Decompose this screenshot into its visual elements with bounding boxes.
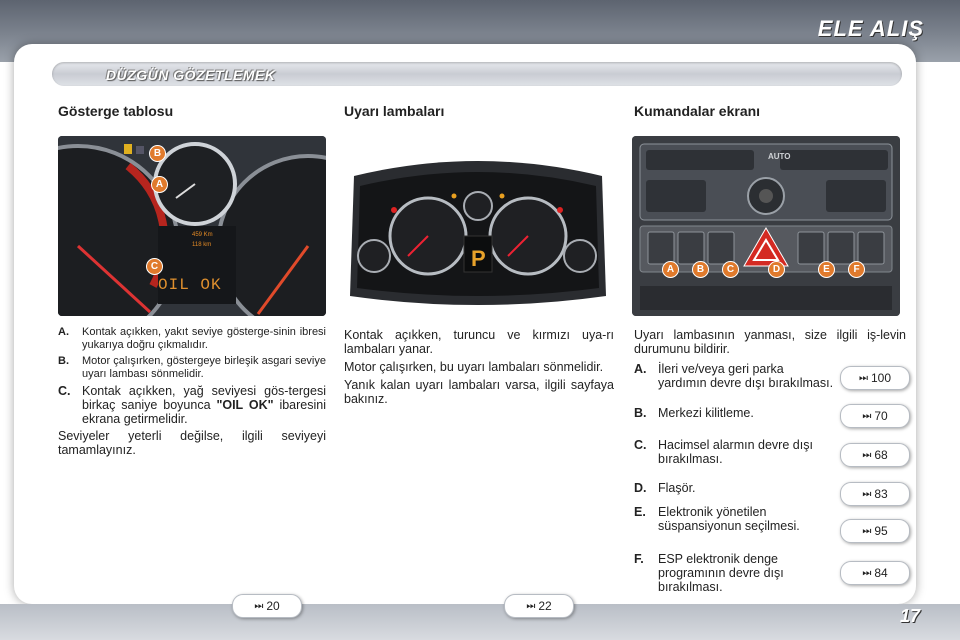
callout-c: C: [146, 258, 163, 275]
page-title: ELE ALIŞ: [817, 16, 924, 41]
skip-forward-icon: ⏭: [862, 567, 872, 579]
oil-ok-display: OIL OK: [158, 276, 222, 294]
console-illustration: [632, 136, 900, 316]
page-ref-number: 83: [874, 487, 888, 501]
list-item: [58, 326, 326, 352]
callout-a: A: [151, 176, 168, 193]
page-ref-link[interactable]: [840, 482, 910, 506]
svg-text:118 km: 118 km: [192, 242, 212, 248]
list-item: [58, 384, 326, 426]
skip-forward-icon: ⏭: [862, 525, 872, 537]
col3-item-d: [634, 481, 834, 495]
callout-b: B: [149, 145, 166, 162]
controls-panel-photo: [632, 136, 900, 316]
item-letter: D.: [634, 481, 647, 495]
item-text: Kontak açıkken, yakıt seviye gösterge-sinin ibresi yukarıya doğru çıkmalıdır.: [82, 326, 326, 351]
col1-note: Seviyeler yeterli değilse, ilgili seviyeyi tamamlayınız.: [58, 429, 326, 457]
footer-band: [0, 604, 960, 640]
col3-intro: Uyarı lambasının yanması, size ilgili iş-levin durumunu bildirir.: [634, 328, 906, 356]
item-letter: C.: [58, 384, 71, 398]
col1-heading: Gösterge tablosu: [58, 103, 174, 119]
paragraph: Yanık kalan uyarı lambaları varsa, ilgili sayfaya bakınız.: [344, 378, 614, 406]
page-ref-number: 84: [874, 566, 888, 580]
auto-label: AUTO: [768, 152, 791, 161]
col3-item-e: [634, 505, 834, 533]
col3-item-f: [634, 552, 834, 594]
col2-heading: Uyarı lambaları: [344, 103, 445, 119]
item-text: Elektronik yönetilen süspansiyonun seçilmesi.: [658, 505, 800, 533]
page-number: 17: [899, 606, 920, 626]
callout-e: E: [818, 261, 835, 278]
page-ref-link[interactable]: [840, 519, 910, 543]
callout-c: C: [722, 261, 739, 278]
callout-a: A: [662, 261, 679, 278]
item-letter: E.: [634, 505, 646, 519]
skip-forward-icon: ⏭: [862, 488, 872, 500]
item-letter: B.: [634, 406, 647, 420]
col3-item-c: [634, 438, 834, 466]
page-ref-number: 100: [870, 371, 892, 385]
instrument-cluster-photo: [58, 136, 326, 316]
page-ref-number: 70: [874, 409, 888, 423]
item-letter: A.: [58, 326, 69, 338]
skip-forward-icon: ⏭: [862, 449, 872, 461]
gear-indicator: P: [471, 246, 486, 271]
page-ref-number: 20: [266, 599, 280, 613]
callout-f: F: [848, 261, 865, 278]
item-text: Merkezi kilitleme.: [658, 406, 754, 420]
col1-list: [58, 326, 326, 457]
page-ref-link[interactable]: [840, 404, 910, 428]
list-item: [58, 355, 326, 381]
item-text: [82, 384, 326, 426]
col3-item-a: [634, 362, 834, 390]
warning-lamps-photo: [344, 136, 612, 316]
page-ref-link[interactable]: [840, 366, 910, 390]
page-ref-link[interactable]: [232, 594, 302, 618]
page-ref-number: 95: [874, 524, 888, 538]
col2-text: [344, 328, 614, 406]
col3-heading: Kumandalar ekranı: [634, 103, 761, 119]
svg-text:459 Km: 459 Km: [192, 232, 213, 238]
item-text: ESP elektronik denge programının devre dışı bırakılması.: [658, 552, 784, 594]
skip-forward-icon: ⏭: [858, 372, 868, 384]
item-text: Motor çalışırken, göstergeye birleşik asgari seviye uyarı lambası sönmelidir.: [82, 355, 326, 380]
item-letter: B.: [58, 355, 69, 367]
item-letter: C.: [634, 438, 647, 452]
page-ref-number: 22: [538, 599, 552, 613]
item-text-pre: Kontak açıkken, yağ seviyesi gös-tergesi birkaç saniye boyunca: [82, 384, 326, 412]
item-text-bold: "OIL OK": [216, 398, 274, 412]
page-ref-link[interactable]: [840, 443, 910, 467]
paragraph: Kontak açıkken, turuncu ve kırmızı uya-rı lambaları yanar.: [344, 328, 614, 356]
callout-b: B: [692, 261, 709, 278]
skip-forward-icon: ⏭: [862, 410, 872, 422]
item-text: İleri ve/veya geri parka yardımın devre dışı bırakılması.: [658, 362, 834, 390]
col3-item-b: [634, 406, 834, 420]
page-ref-link[interactable]: [840, 561, 910, 585]
item-letter: A.: [634, 362, 647, 376]
dashboard-illustration: [344, 136, 612, 316]
item-letter: F.: [634, 552, 644, 566]
item-text: Hacimsel alarmın devre dışı bırakılması.: [658, 438, 813, 466]
item-text-post: ibaresini ekrana getirmelidir.: [82, 398, 326, 426]
skip-forward-icon: ⏭: [254, 600, 264, 612]
callout-d: D: [768, 261, 785, 278]
item-text: Flaşör.: [658, 481, 696, 495]
skip-forward-icon: ⏭: [526, 600, 536, 612]
section-title: DÜZGÜN GÖZETLEMEK: [106, 67, 276, 83]
paragraph: Motor çalışırken, bu uyarı lambaları sönmelidir.: [344, 360, 604, 374]
page-ref-link[interactable]: [504, 594, 574, 618]
page-ref-number: 68: [874, 448, 888, 462]
